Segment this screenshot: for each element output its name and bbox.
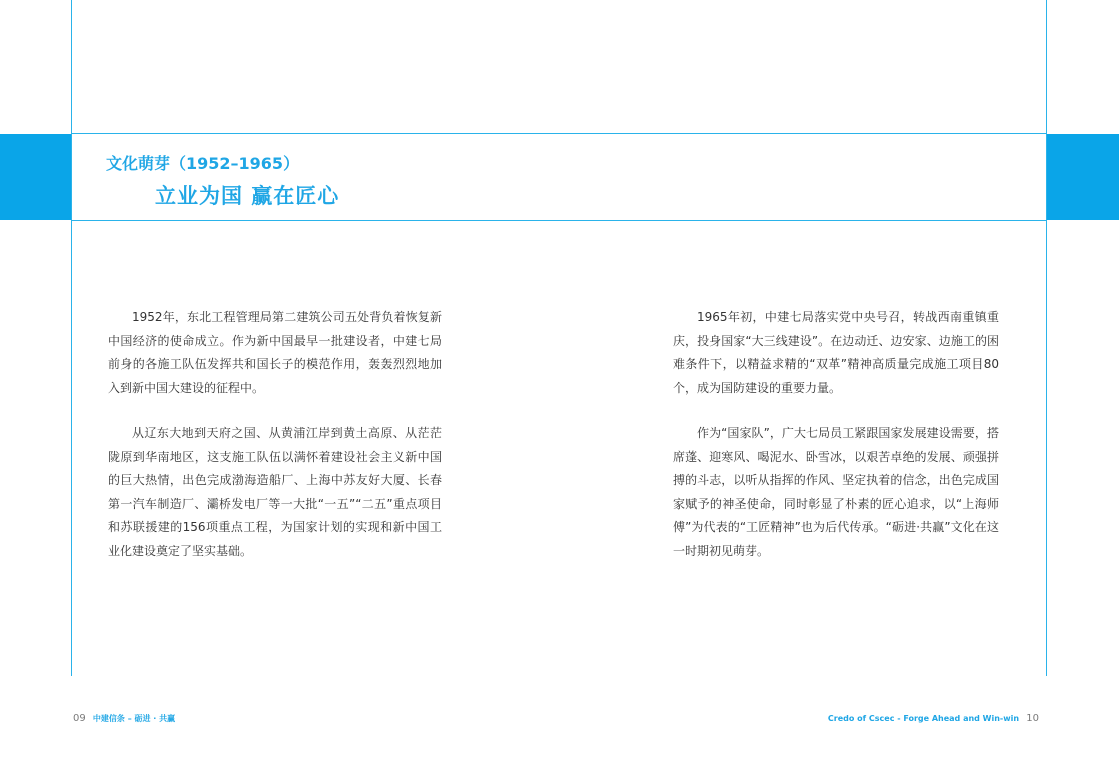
left-footer-text: 中建信条 – 砺进 · 共赢 (92, 714, 176, 723)
page-title: 立业为国 赢在匠心 (155, 184, 340, 208)
right-paragraph-1: 1965年初，中建七局落实党中央号召，转战西南重镇重庆，投身国家“大三线建设”。在边动迁、边安家、边施工的困难条件下，以精益求精的“双革”精神高质量完成施工项目80个，成为国防建设的重要力量。 (673, 310, 999, 395)
left-paragraph-2: 从辽东大地到天府之国、从黄浦江岸到黄土高原、从茫茫陇原到华南地区，这支施工队伍以满怀着建设社会主义新中国的巨大热情，出色完成渤海造船厂、上海中苏友好大厦、长春第一汽车制造厂、灞桥发电厂等一大批“一五”“二五”重点项目和苏联援建的156项重点工程，为国家计划的实现和新中国工业化建设奠定了坚实基础。 (108, 426, 442, 558)
section-subtitle: 文化萌芽（1952–1965） (106, 154, 300, 173)
right-color-tab (1047, 134, 1119, 220)
left-color-tab (0, 134, 71, 220)
left-margin-rule (71, 0, 72, 676)
right-footer-text: Credo of Cscec - Forge Ahead and Win-win (827, 714, 1020, 723)
right-paragraph-2: 作为“国家队”，广大七局员工紧跟国家发展建设需要，搭席蓬、迎寒风、喝泥水、卧雪冰，以艰苦卓绝的发展、顽强拼搏的斗志，以听从指挥的作风、坚定执着的信念，出色完成国家赋予的神圣使命，同时彰显了朴素的匠心追求，以“上海师傅”为代表的“工匠精神”也为后代传承。“砺进·共赢”文化在这一时期初见萌芽。 (673, 426, 999, 558)
left-paragraph-1: 1952年，东北工程管理局第二建筑公司五处背负着恢复新中国经济的使命成立。作为新中国最早一批建设者，中建七局前身的各施工队伍发挥共和国长子的模范作用，轰轰烈烈地加入到新中国大建设的征程中。 (108, 310, 442, 395)
right-footer (828, 713, 1039, 724)
right-text-column (673, 306, 999, 585)
right-margin-rule (1046, 0, 1047, 676)
left-text-column (108, 306, 442, 585)
left-page-number: 09 (73, 713, 86, 724)
left-footer (73, 713, 175, 724)
right-page-number: 10 (1026, 713, 1039, 724)
